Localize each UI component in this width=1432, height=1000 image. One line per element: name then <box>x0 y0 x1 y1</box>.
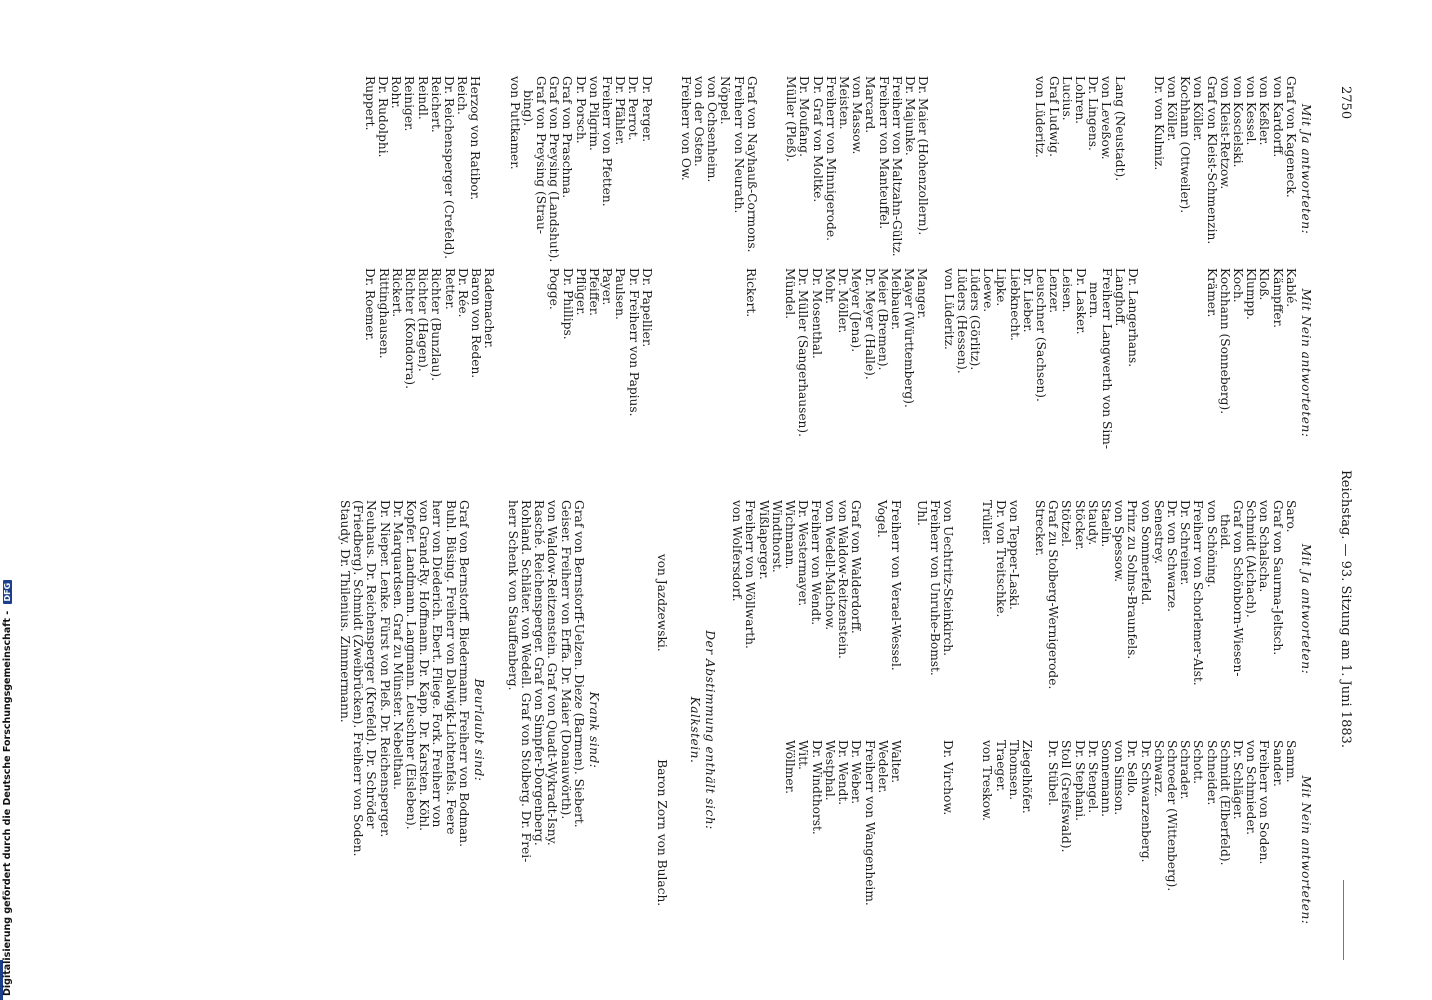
member-name: Lüders (Görlitz). <box>967 268 982 371</box>
abstention-section <box>654 500 716 960</box>
member-name: von Wolfersdorf. <box>730 500 745 602</box>
member-name: Dr. Möller. <box>836 268 851 334</box>
member-name: von Waldow-Reitzenstein. <box>835 500 850 659</box>
member-name: Schmidt (Aichach). <box>1244 500 1259 618</box>
member-name: Schroeder (Wittenberg). <box>1164 740 1179 892</box>
member-name: Senestrey. <box>1151 500 1166 564</box>
member-name: von Simson. <box>1112 740 1127 816</box>
member-name: Dr. Sello. <box>1125 740 1140 797</box>
spacer <box>705 268 718 458</box>
member-name: Dr. Müller (Sangerhausen). <box>796 268 811 438</box>
member-name: Dr. von Kulmiz. <box>1151 76 1166 171</box>
member-name: Dr. Schläger. <box>1230 740 1245 820</box>
member-name: Retter. <box>442 268 457 310</box>
member-name: von Keßler. <box>1257 76 1272 146</box>
member-name: Windthorst. <box>769 500 784 573</box>
member-name: Vogel. <box>875 500 890 538</box>
member-name: Marcard. <box>863 76 878 134</box>
member-name: Dr. Lingens. <box>1086 76 1101 151</box>
member-name: von Schalscha. <box>1257 500 1272 593</box>
member-name: Samm. <box>1283 740 1298 783</box>
dfg-logo: DFG <box>3 580 12 605</box>
member-name: Dr. Rudolphi. <box>376 76 391 158</box>
paragraph-line: Geiser. Freiherr von Erffa. Dr. Maier (Donauwörth). <box>558 500 573 820</box>
member-name: Stoll (Greifswald). <box>1059 740 1074 853</box>
abstention-name: Baron Zorn von Bulach. <box>654 759 669 907</box>
spacer <box>757 268 770 458</box>
member-name: Liebknecht. <box>1007 268 1022 341</box>
member-name: Dr. Perger. <box>639 76 654 143</box>
member-name: Freiherr von Manteuffel. <box>876 76 891 230</box>
member-name: von Puttkamer. <box>507 76 522 170</box>
member-name: Kablé. <box>1283 268 1298 308</box>
member-name: Walter. <box>888 740 903 784</box>
member-name: Witt. <box>796 740 811 770</box>
spacer <box>955 76 968 262</box>
member-name: Klumpp. <box>1244 268 1259 320</box>
member-name: Dr. Stengel. <box>1085 740 1100 814</box>
member-name: Kloß. <box>1257 268 1272 301</box>
member-name: von Massow. <box>850 76 865 155</box>
member-name: Wöllmer. <box>783 740 798 794</box>
member-name: Freiherr von Wöllwarth. <box>743 500 758 649</box>
member-name: Pfeiffer. <box>587 268 602 317</box>
vote-yes-column-right <box>730 500 1312 718</box>
member-name: Strecker. <box>1032 500 1047 557</box>
member-name: Müller (Pleß). <box>784 76 799 162</box>
member-name: von Ochsenheim. <box>705 76 720 183</box>
member-name: Meyer (Jena). <box>849 268 864 353</box>
member-name: Staudy. <box>1085 500 1100 546</box>
member-name: Dr. Papellier. <box>639 268 654 348</box>
spacer <box>981 76 994 262</box>
member-name: Dr. Freiherr von Papius. <box>626 268 641 417</box>
spacer <box>770 268 783 458</box>
member-name: Dr. Lieber. <box>1020 268 1035 333</box>
member-name: Leisen. <box>1060 268 1075 313</box>
member-name: Dr. Pfähler. <box>613 76 628 146</box>
member-name: Mündel. <box>783 268 798 319</box>
member-name: Kämpffer. <box>1270 268 1285 328</box>
member-name: theid. <box>1217 514 1232 550</box>
member-name: von der Osten. <box>692 76 707 167</box>
member-name: von Kleist-Retzow. <box>1217 76 1232 190</box>
member-name: Koch. <box>1230 268 1245 303</box>
member-name: Kochhann (Ottweiler). <box>1178 76 1193 214</box>
member-name: von Pilgrim. <box>586 76 601 151</box>
member-name: Trüller. <box>980 500 995 546</box>
spacer <box>862 500 875 718</box>
member-name: Dr. Perrot. <box>626 76 641 141</box>
member-name: Rickert. <box>744 268 759 318</box>
member-name: von Lüderitz. <box>941 268 956 350</box>
member-name: Dr. Graf von Moltke. <box>810 76 825 203</box>
member-name: Dr. Maier (Hohenzollern). <box>916 76 931 236</box>
member-name: Dr. Weber. <box>849 740 864 805</box>
member-name: bing). <box>520 90 535 126</box>
member-name: von Leveßow. <box>1099 76 1114 160</box>
spacer <box>731 268 744 458</box>
member-name: Dr. Reichensperger (Crefeld). <box>442 76 457 260</box>
member-name: Dr. von Treitschke. <box>993 500 1008 618</box>
spacer <box>508 268 521 458</box>
member-name: Meier (Bremen). <box>875 268 890 371</box>
column-heading: Mit Nein antworteten: <box>1299 288 1313 438</box>
member-name: Reichert. <box>428 76 443 133</box>
member-name: Dr. Langerhans. <box>1126 268 1141 368</box>
member-name: Graf von Kageneck. <box>1283 76 1298 198</box>
member-name: von Schmieder. <box>1244 740 1259 836</box>
paragraph-line: Staudy. Dr. Thilenius. Zimmermann. <box>337 500 352 723</box>
member-name: Dr. Stephani. <box>1072 740 1087 822</box>
member-name: von Köller. <box>1191 76 1206 142</box>
spacer <box>1020 76 1033 262</box>
member-name: von Schöning. <box>1204 500 1219 588</box>
member-name: Richter (Kondorra). <box>403 268 418 389</box>
paragraph-line: von Waldow-Reitzenstein. Graf von Quadt-Wykradt-Isny. <box>545 500 560 846</box>
spacer <box>942 76 955 262</box>
section-heading: Beurlaubt sind: <box>472 678 486 782</box>
spacer <box>534 268 547 458</box>
member-name: Dr. Stübel. <box>1046 740 1061 806</box>
paragraph-line: Graf von Bernstorff-Uelzen. Dieze (Barmen). Siebert. <box>571 500 586 828</box>
member-name: Reich. <box>455 76 470 115</box>
member-name: Traeger. <box>993 740 1008 792</box>
member-name: Graf von Praschma. <box>560 76 575 199</box>
member-name: Krämer. <box>1204 268 1219 318</box>
spacer <box>1139 268 1152 458</box>
member-name: Rademacher. <box>482 268 497 349</box>
member-name: Westphal. <box>822 740 837 801</box>
section-heading: Krank sind: <box>587 691 601 769</box>
member-name: Freiherr von Ow. <box>678 76 693 181</box>
member-name: Baron von Reden. <box>469 268 484 379</box>
spacer <box>954 740 967 960</box>
spacer <box>666 268 679 458</box>
member-name: von Treskow. <box>980 740 995 821</box>
member-name: Loewe. <box>981 268 996 313</box>
member-name: Dr. Schwarzenberg. <box>1138 740 1153 863</box>
member-name: Dr. Phillips. <box>560 268 575 340</box>
member-name: Freiherr von Wendt. <box>809 500 824 626</box>
member-name: Uhl. <box>914 500 929 526</box>
spacer <box>902 500 915 718</box>
spacer <box>968 76 981 262</box>
member-name: Meibauer. <box>888 268 903 331</box>
member-name: Freiherr von Verael-Wessel. <box>888 500 903 671</box>
spacer <box>521 268 534 458</box>
member-name: Wedeler. <box>875 740 890 794</box>
page-number: 2750 <box>1338 86 1353 120</box>
member-name: Schmidt (Elberfeld). <box>1217 740 1232 866</box>
member-name: Ziegelhöfer. <box>1019 740 1034 814</box>
member-name: Pogge. <box>547 268 562 310</box>
member-name: Payer. <box>600 268 615 306</box>
member-name: Freiherr von Unruhe-Bomst. <box>927 500 942 676</box>
member-name: Paulsen. <box>613 268 628 320</box>
paragraph-line: (Friedberg). Schmidt (Zweibrücken). Freiherr von Soden. <box>351 500 366 857</box>
member-name: Freiherr Langwerth von Sim- <box>1099 268 1114 449</box>
member-name: Freiherr von Minnigerode. <box>823 76 838 241</box>
leave-section <box>338 500 485 960</box>
paragraph-line: Rohland. Schläter. von Wedell. Graf von Stolberg. Dr. Frei- <box>518 500 533 863</box>
member-name: Dr. Meyer (Halle). <box>862 268 877 380</box>
member-name: mern. <box>1086 282 1101 319</box>
vote-no-column-right <box>783 740 1312 960</box>
member-name: Richter (Bunzlau). <box>429 268 444 382</box>
column-heading: Mit Nein antworteten: <box>1299 775 1313 925</box>
spacer <box>1139 76 1152 262</box>
member-name: Staelin. <box>1098 500 1113 548</box>
member-name: von Köller. <box>1164 76 1179 142</box>
member-name: Schrader. <box>1178 740 1193 800</box>
spacer <box>692 268 705 458</box>
abstention-subheading: Kalkstein. <box>687 696 702 764</box>
member-name: Kochhann (Sonneberg). <box>1217 268 1232 415</box>
paragraph-line: herr Schenk von Stauffenberg. <box>505 500 520 691</box>
paragraph-line: Neuhaus. Dr. Reichensperger (Krefeld). Dr. Schröder <box>364 500 379 829</box>
member-name: Graf von Schönborn-Wiesen- <box>1230 500 1245 677</box>
member-name: Lenzer. <box>1047 268 1062 314</box>
member-name: Dr. Rée. <box>455 268 470 318</box>
member-name: Lohren. <box>1072 76 1087 125</box>
member-name: Ruppert. <box>362 76 377 131</box>
member-name: Thomsen. <box>1006 740 1021 801</box>
spacer <box>1165 268 1178 458</box>
spacer <box>1020 500 1033 718</box>
spacer <box>666 76 679 262</box>
member-name: Saro. <box>1283 500 1298 533</box>
member-name: Graf von Preysing (Strau- <box>534 76 549 235</box>
sick-section <box>506 500 600 960</box>
member-name: von Sommerfeld. <box>1138 500 1153 606</box>
paragraph-line: Buhl. Büsing. Freiherr von Dalwigk-Lichtenfels. Feere <box>443 500 458 835</box>
member-name: Rickert. <box>389 268 404 318</box>
paragraph-line: herr von Diederich. Ebert. Fliege. Fork. Freiherr von <box>430 500 445 828</box>
member-name: Wißlaperger. <box>756 500 771 580</box>
paragraph-line: Dr. Nieper. Lenke. Fürst von Pleß. Dr. Reichensperger. <box>377 500 392 838</box>
member-name: Freiherr von Neurath. <box>731 76 746 214</box>
spacer <box>954 500 967 718</box>
member-name: Herzog von Ratibor. <box>468 76 483 201</box>
member-name: von Kessel. <box>1244 76 1259 146</box>
spacer <box>915 740 928 960</box>
header-rule <box>1343 880 1344 960</box>
member-name: Graf von Walderdorff. <box>849 500 864 634</box>
spacer <box>1191 268 1204 458</box>
member-name: von Uechtritz-Steinkirch. <box>941 500 956 657</box>
paragraph-line: Kopfer. Landmann. Langmann. Leuschner (Eisleben). <box>403 500 418 830</box>
member-name: Stötzel. <box>1059 500 1074 547</box>
member-name: Dr. Virchow. <box>941 740 956 816</box>
member-name: Dr. Wendt. <box>836 740 851 806</box>
member-name: Manger. <box>915 268 930 319</box>
member-name: Schwarz. <box>1151 740 1166 797</box>
member-name: Graf Ludwig. <box>1046 76 1061 157</box>
spacer <box>928 268 941 458</box>
spacer <box>653 268 666 458</box>
paragraph-line: Dr. Marquardsen. Graf zu Münster. Nebelthau. <box>390 500 405 790</box>
member-name: Dr. Mosenthal. <box>809 268 824 359</box>
digitization-footer <box>2 576 16 996</box>
spacer <box>929 76 942 262</box>
member-name: Graf von Nayhauß-Cormons. <box>744 76 759 253</box>
member-name: Lipke. <box>994 268 1009 307</box>
footer-text: Digitalisierung gefördert durch die Deutsche Forschungsgemeinschaft - <box>2 610 13 996</box>
member-name: von Kardorff. <box>1270 76 1285 158</box>
member-name: Wichmann. <box>783 500 798 570</box>
member-name: Dr. Roemer. <box>363 268 378 341</box>
member-name: Dr. Moufang. <box>797 76 812 157</box>
vote-no-column-left <box>363 268 1312 458</box>
column-heading: Mit Ja antworteten: <box>1299 543 1313 675</box>
spacer <box>679 268 692 458</box>
member-name: Dr. Lasker. <box>1073 268 1088 335</box>
spacer <box>967 500 980 718</box>
spacer <box>495 268 508 458</box>
member-name: Freiherr von Wangenheim. <box>862 740 877 906</box>
spacer <box>928 740 941 960</box>
member-name: von Koscielski. <box>1230 76 1245 168</box>
spacer <box>994 76 1007 262</box>
spacer <box>967 740 980 960</box>
member-name: Lang (Neustadt). <box>1112 76 1127 182</box>
vote-yes-column-left <box>363 76 1312 262</box>
member-name: Richter (Hagen). <box>416 268 431 372</box>
spacer <box>1152 268 1165 458</box>
paragraph-line: Graf von Bernstorff. Biedermann. Freiherr von Bodman. <box>456 500 471 848</box>
member-name: Graf von Kleist-Schmenzin. <box>1204 76 1219 245</box>
member-name: Dr. Porsch. <box>573 76 588 144</box>
member-name: Graf zu Stolberg-Wernigerode. <box>1046 500 1061 690</box>
member-name: Dr. Majunke. <box>902 76 917 156</box>
member-name: Reindl. <box>415 76 430 120</box>
member-name: Graf von Preysing (Landshut). <box>547 76 562 263</box>
member-name: Pflüger. <box>573 268 588 316</box>
spacer <box>1178 268 1191 458</box>
member-name: Langhoff. <box>1113 268 1128 327</box>
member-name: Prinz zu Solms-Braunfels. <box>1125 500 1140 660</box>
member-name: Mayer (Württemberg). <box>902 268 917 408</box>
member-name: von Tepper-Laski. <box>1006 500 1021 610</box>
member-name: Lucius. <box>1059 76 1074 121</box>
member-name: Schott. <box>1191 740 1206 785</box>
member-name: Freiherr von Pfetten. <box>600 76 615 207</box>
abstention-heading: Der Abstimmung enthält sich: <box>703 630 717 830</box>
member-name: Rohr. <box>389 76 404 109</box>
spacer <box>1126 76 1139 262</box>
member-name: Dr. Schreiner. <box>1178 500 1193 586</box>
abstention-name: von Jazdzewski. <box>654 553 669 652</box>
spacer <box>1033 740 1046 960</box>
column-heading: Mit Ja antworteten: <box>1299 103 1313 235</box>
member-name: Freiherr von Schorlemer-Alst. <box>1191 500 1206 686</box>
member-name: Sander. <box>1270 740 1285 787</box>
member-name: Freiherr von Maltzahn-Gültz. <box>889 76 904 257</box>
spacer <box>494 76 507 262</box>
spacer <box>902 740 915 960</box>
member-name: Stöcker. <box>1072 500 1087 551</box>
member-name: Leuschner (Sachsen). <box>1033 268 1048 402</box>
spacer <box>771 76 784 262</box>
member-name: Freiherr von Soden. <box>1257 740 1272 865</box>
member-name: Dr. Windthorst. <box>809 740 824 835</box>
spacer <box>653 76 666 262</box>
member-name: Dr. Westermayer. <box>796 500 811 607</box>
member-name: Dr. von Schwarze. <box>1164 500 1179 613</box>
paragraph-line: Rasché. Reichensperger. Graf von Simpfer-Dorgenberg. <box>532 500 547 846</box>
member-name: Sonnemann. <box>1098 740 1113 817</box>
member-name: Schneider. <box>1204 740 1219 806</box>
paragraph-line: von Grand-Ry. Hoffmann. Dr. Kapp. Dr. Karsten. Köhl. <box>417 500 432 832</box>
member-name: Reiniger. <box>402 76 417 132</box>
member-name: Graf von Saurma-Jeltsch. <box>1270 500 1285 656</box>
spacer <box>481 76 494 262</box>
spacer <box>758 76 771 262</box>
spacer <box>1007 76 1020 262</box>
member-name: Meisten. <box>836 76 851 130</box>
member-name: von Wedell-Malchow. <box>822 500 837 631</box>
spacer <box>718 268 731 458</box>
running-title: Reichstag. — 93. Sitzung am 1. Juni 1883. <box>1338 470 1353 749</box>
member-name: Rittinghausen. <box>376 268 391 359</box>
member-name: von Lüderitz. <box>1033 76 1048 158</box>
member-name: Nöppel. <box>718 76 733 125</box>
member-name: Mohr. <box>822 268 837 305</box>
member-name: Lüders (Hessen). <box>954 268 969 374</box>
member-name: von Spessow. <box>1112 500 1127 583</box>
